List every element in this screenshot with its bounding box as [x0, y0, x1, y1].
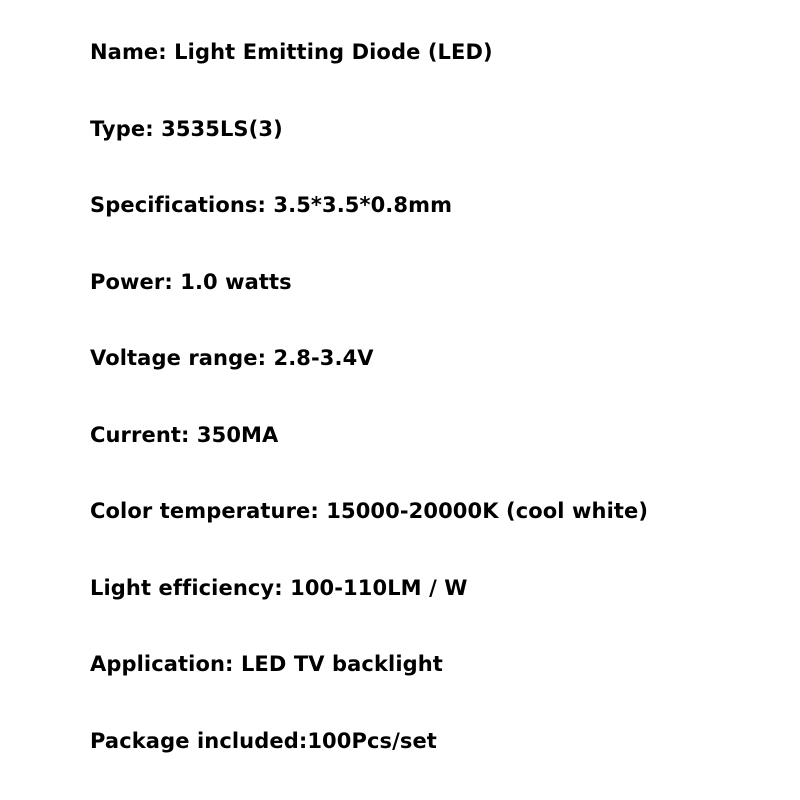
spec-current: Current: 350MA	[90, 422, 279, 447]
spec-color-temperature: Color temperature: 15000-20000K (cool white)	[90, 499, 649, 523]
spec-type: Type: 3535LS(3)	[90, 116, 283, 141]
spec-specifications: Specifications: 3.5*3.5*0.8mm	[90, 193, 453, 217]
spec-list	[90, 35, 648, 800]
spec-name: Name: Light Emitting Diode (LED)	[90, 40, 493, 64]
spec-light-efficiency: Light efficiency: 100-110LM / W	[90, 575, 468, 600]
spec-power: Power: 1.0 watts	[90, 269, 292, 294]
spec-package-included: Package included:100Pcs/set	[90, 728, 437, 753]
spec-voltage-range: Voltage range: 2.8-3.4V	[90, 346, 374, 370]
spec-application: Application: LED TV backlight	[90, 652, 443, 676]
